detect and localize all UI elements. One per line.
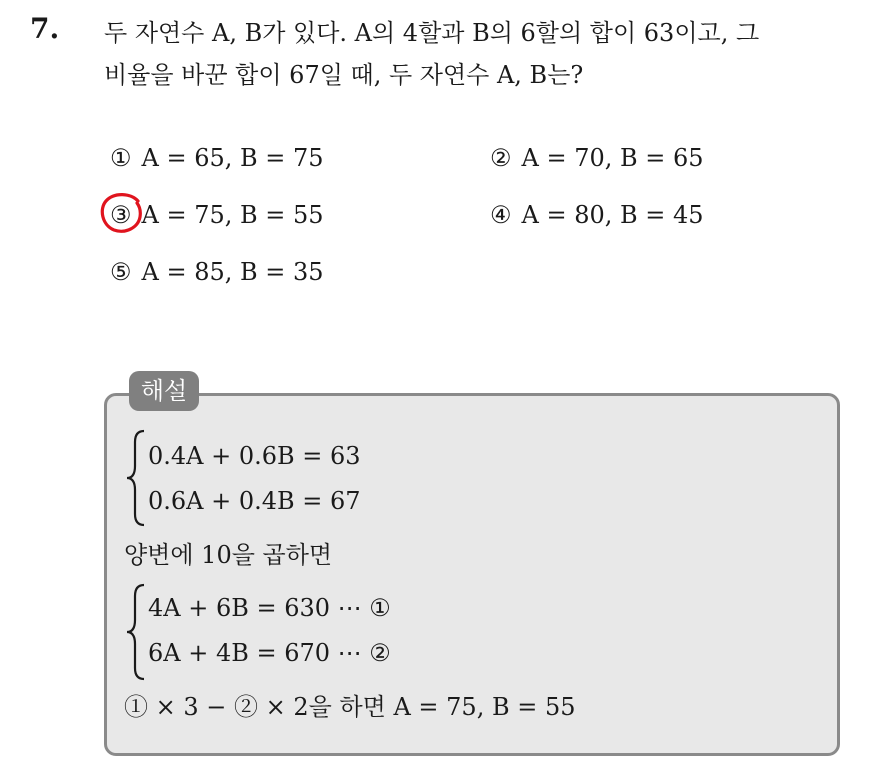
equation-system-2 [124,582,724,682]
choice-5-number: ⑤ [110,258,132,286]
question-line-2: 비율을 바꾼 합이 67일 때, 두 자연수 A, B는? [104,61,584,89]
choice-4-text: A = 80, B = 45 [521,201,704,229]
equation-1b: 0.6A + 0.4B = 67 [148,487,361,515]
selected-answer-circle-mark [98,189,146,237]
left-brace-2 [124,582,148,682]
equation-system-1 [124,428,724,528]
choice-2-text: A = 70, B = 65 [521,144,704,172]
choice-1-text: A = 65, B = 75 [141,144,324,172]
question-line-1: 두 자연수 A, B가 있다. A의 4할과 B의 6할의 합이 63이고, 그 [104,19,760,47]
choice-3-text: A = 75, B = 55 [141,201,324,229]
choice-4[interactable] [490,199,704,231]
choice-1-number: ① [110,144,132,172]
choice-3-number: ③ [110,201,132,229]
choice-5[interactable] [110,256,324,288]
equation-2b: 6A + 4B = 670 ⋯ ② [148,639,391,667]
choice-5-text: A = 85, B = 35 [141,258,324,286]
choice-2[interactable] [490,142,704,174]
equation-1a: 0.4A + 0.6B = 63 [148,442,361,470]
choice-4-number: ④ [490,201,512,229]
choice-2-number: ② [490,144,512,172]
choice-1[interactable] [110,142,324,174]
solution-conclusion: ① × 3 − ② × 2을 하면 A = 75, B = 55 [124,693,576,721]
equation-2a: 4A + 6B = 630 ⋯ ① [148,594,391,622]
solution-tab-label: 해설 [129,371,199,411]
question-text [104,12,874,96]
question-number: 7. [30,12,60,45]
left-brace-1 [124,428,148,528]
solution-step-text: 양변에 10을 곱하면 [124,541,333,569]
